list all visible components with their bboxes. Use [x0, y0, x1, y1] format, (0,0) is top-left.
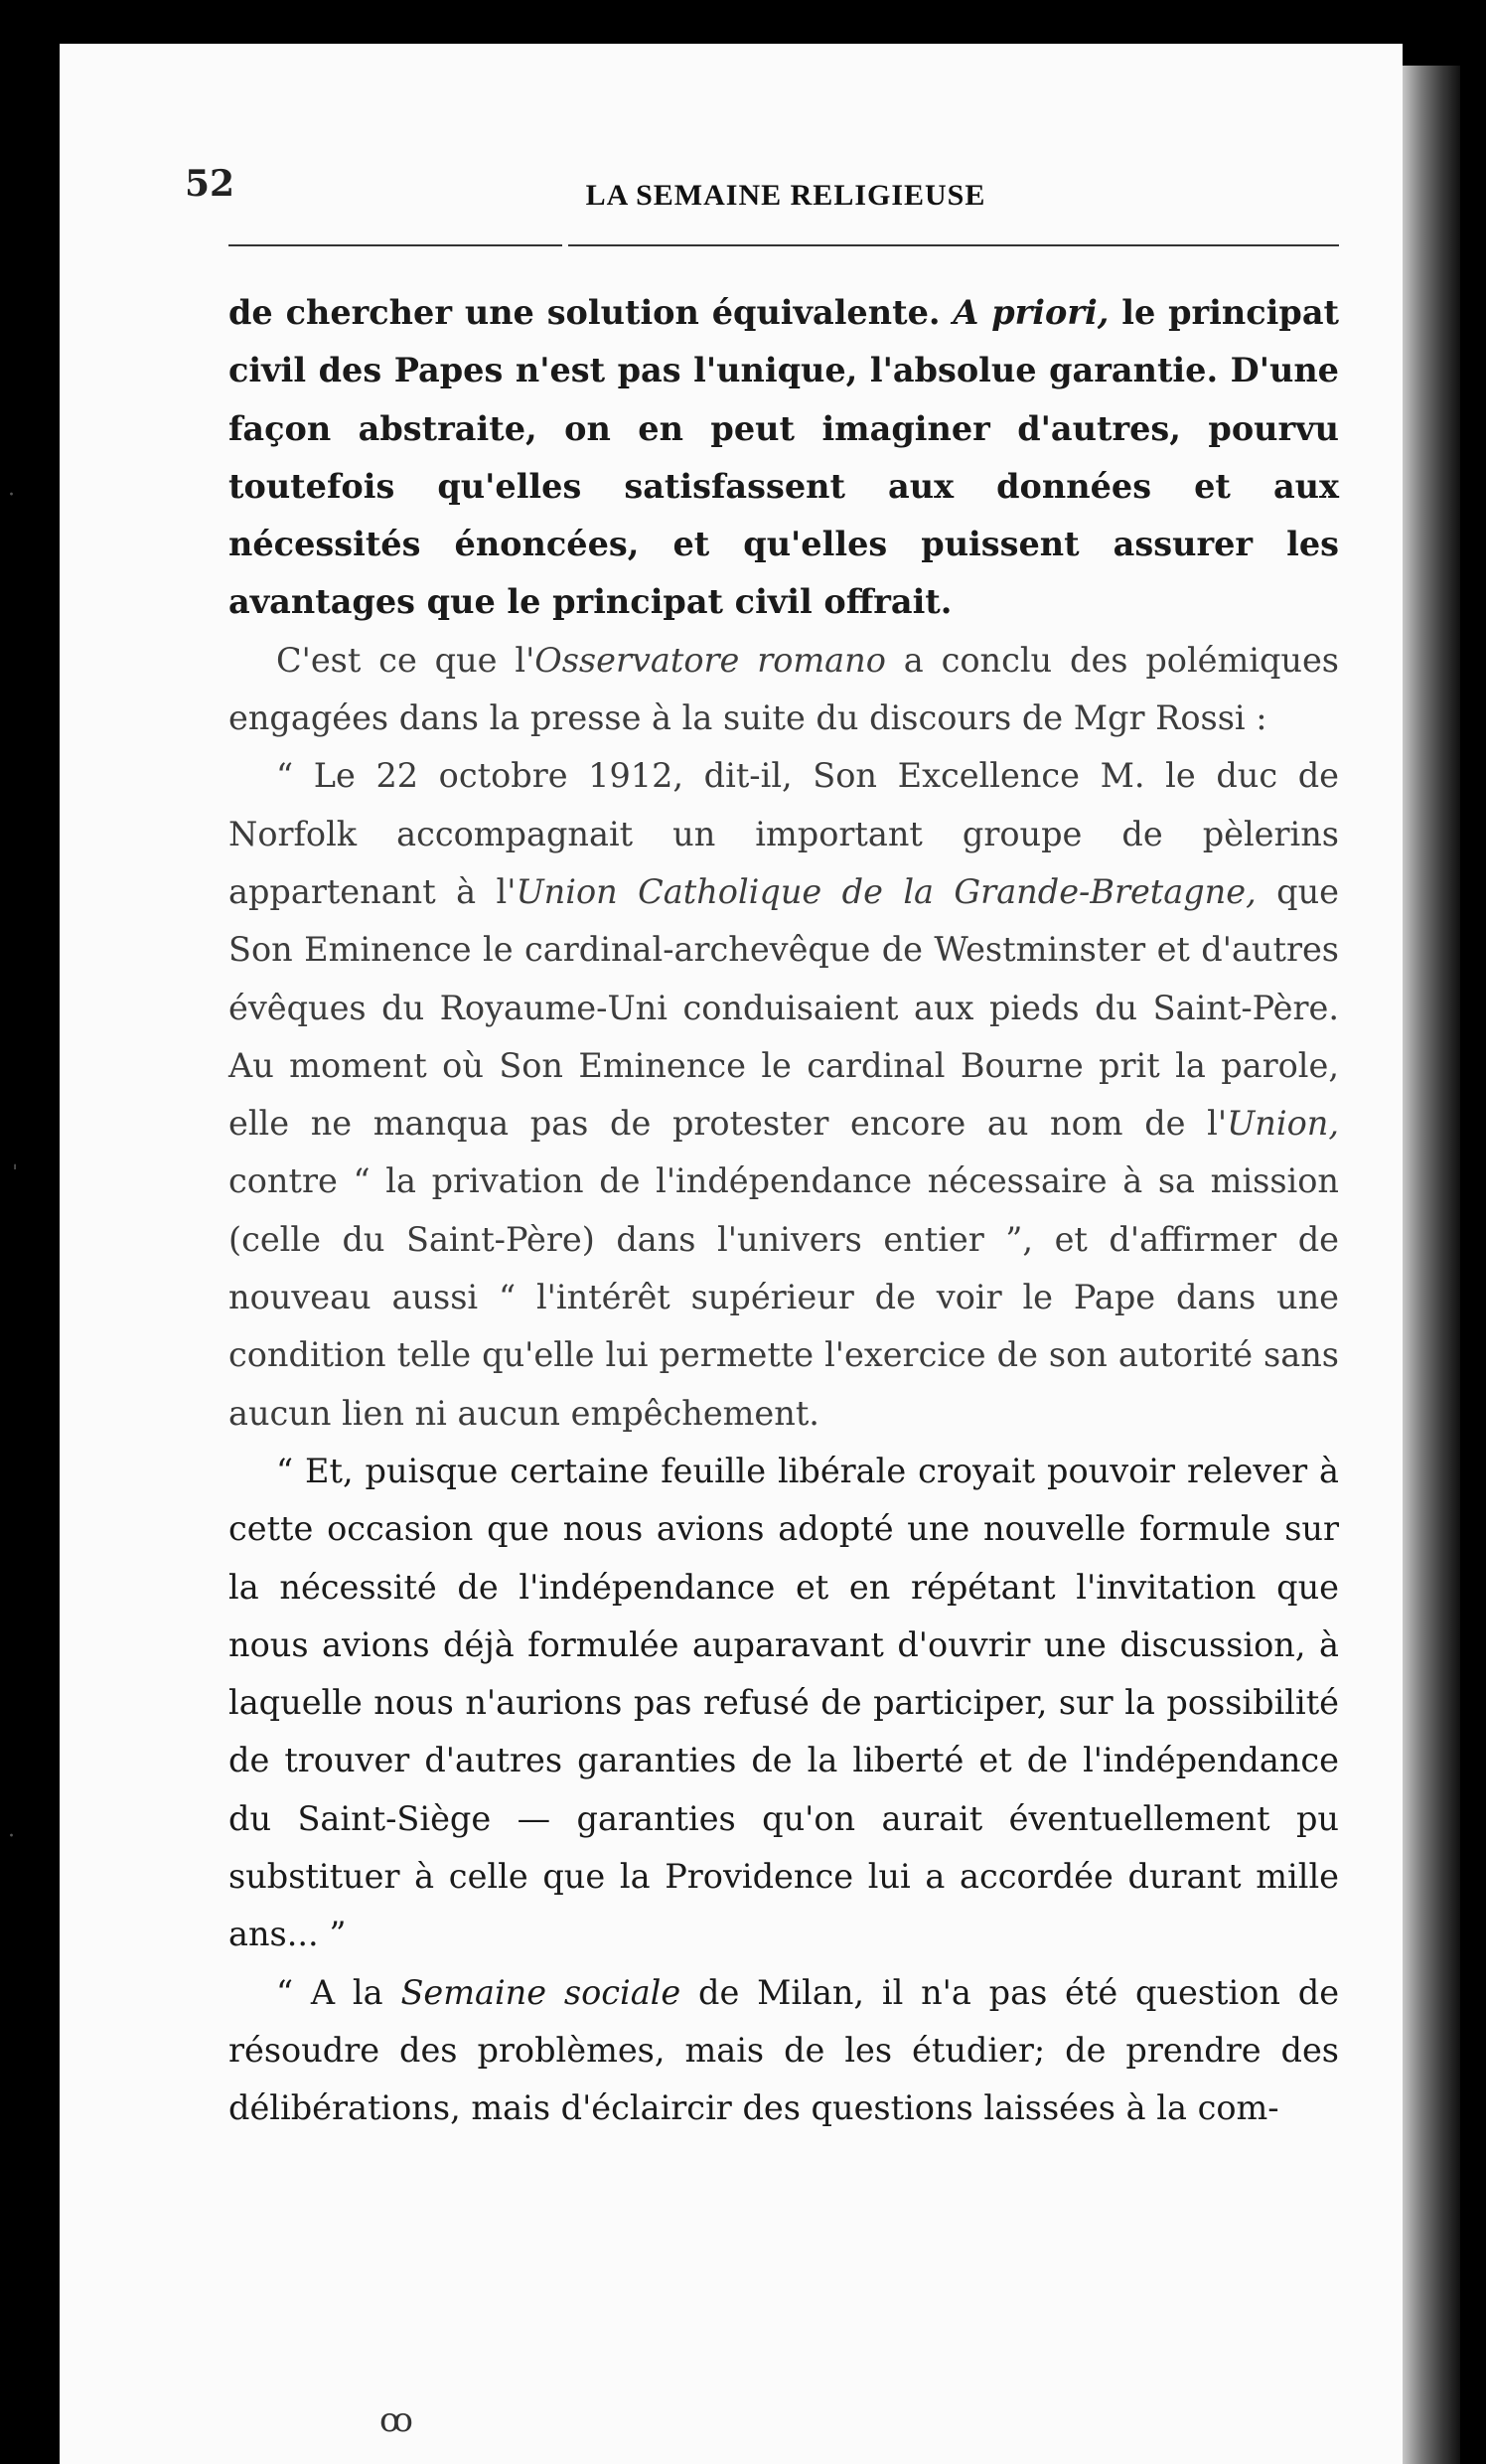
- italic-run: Union Catholique de la Grande-Bretagne,: [516, 871, 1257, 911]
- margin-speck: ·: [8, 483, 15, 508]
- italic-run: Semaine sociale: [400, 1972, 681, 2012]
- text-run: a conclu des polémiques engagées dans la presse à la suite du discours de Mgr Rossi :: [228, 640, 1339, 738]
- paragraph: [228, 1443, 1339, 1964]
- italic-run: Union,: [1227, 1104, 1339, 1144]
- header-rule-left: [228, 244, 562, 246]
- text-run: “ Le 22 octobre 1912, dit-il, Son Excellence M. le duc de Norfolk accompagnait un important groupe de pèlerins appartenant à l': [228, 756, 1339, 911]
- page-edge-shadow: [1401, 66, 1460, 2464]
- page-number: 52: [185, 163, 235, 205]
- text-run: le principat civil des Papes n'est pas l'unique, l'absolue garantie. D'une façon abstraite, on en peut imaginer d'autres, pourvu toutefois qu'elles satisfassent aux données et aux nécessités énoncées, et qu'elles puissent assurer les avantages que le principat civil offrait.: [228, 293, 1339, 622]
- paragraph: [228, 632, 1339, 748]
- italic-run: Osservatore romano: [534, 640, 886, 680]
- italic-run: A priori,: [953, 293, 1110, 332]
- text-run: de chercher une solution équivalente.: [228, 293, 954, 332]
- text-run: C'est ce que l': [276, 640, 535, 680]
- header-rule-right: [568, 244, 1339, 246]
- paragraph: [228, 284, 1339, 632]
- margin-speck: ˈ: [12, 1162, 19, 1187]
- text-run: “ Et, puisque certaine feuille libérale croyait pouvoir relever à cette occasion que nous avions adopté une nouvelle formule sur la nécessité de l'indépendance et en répétant l'invitation que nous avions déjà formulée auparavant d'ouvrir une discussion, à laquelle nous n'aurions pas refusé de participer, sur la possibilité de trouver d'autres garanties de la liberté et de l'indépendance du Saint-Siège — garanties qu'on aurait éventuellement pu substituer à celle que la Providence lui a accordée durant mille ans... ”: [228, 1451, 1339, 1954]
- text-run: que Son Eminence le cardinal-archevêque de Westminster et d'autres évêques du Royaume-Uni conduisaient aux pieds du Saint-Père. Au moment où Son Eminence le cardinal Bourne prit la parole, elle ne manqua pas de protester encore au nom de l': [228, 871, 1339, 1144]
- text-run: “ A la: [276, 1972, 401, 2012]
- margin-speck: ·: [8, 1824, 15, 1849]
- footer-printer-mark: ꝏ: [379, 2400, 413, 2440]
- body-text: [228, 284, 1339, 2138]
- text-run: de Milan, il n'a pas été question de résoudre des problèmes, mais de les étudier; de prendre des délibérations, mais d'éclaircir des questions laissées à la com-: [228, 1972, 1340, 2128]
- paragraph: [228, 747, 1339, 1443]
- paragraph: [228, 1964, 1339, 2138]
- running-title: LA SEMAINE RELIGIEUSE: [585, 179, 986, 212]
- text-run: contre “ la privation de l'indépendance nécessaire à sa mission (celle du Saint-Père) dans l'univers entier ”, et d'affirmer de nouveau aussi “ l'intérêt supérieur de voir le Pape dans une condition telle qu'elle lui permette l'exercice de son autorité sans aucun lien ni aucun empêchement.: [228, 1161, 1339, 1433]
